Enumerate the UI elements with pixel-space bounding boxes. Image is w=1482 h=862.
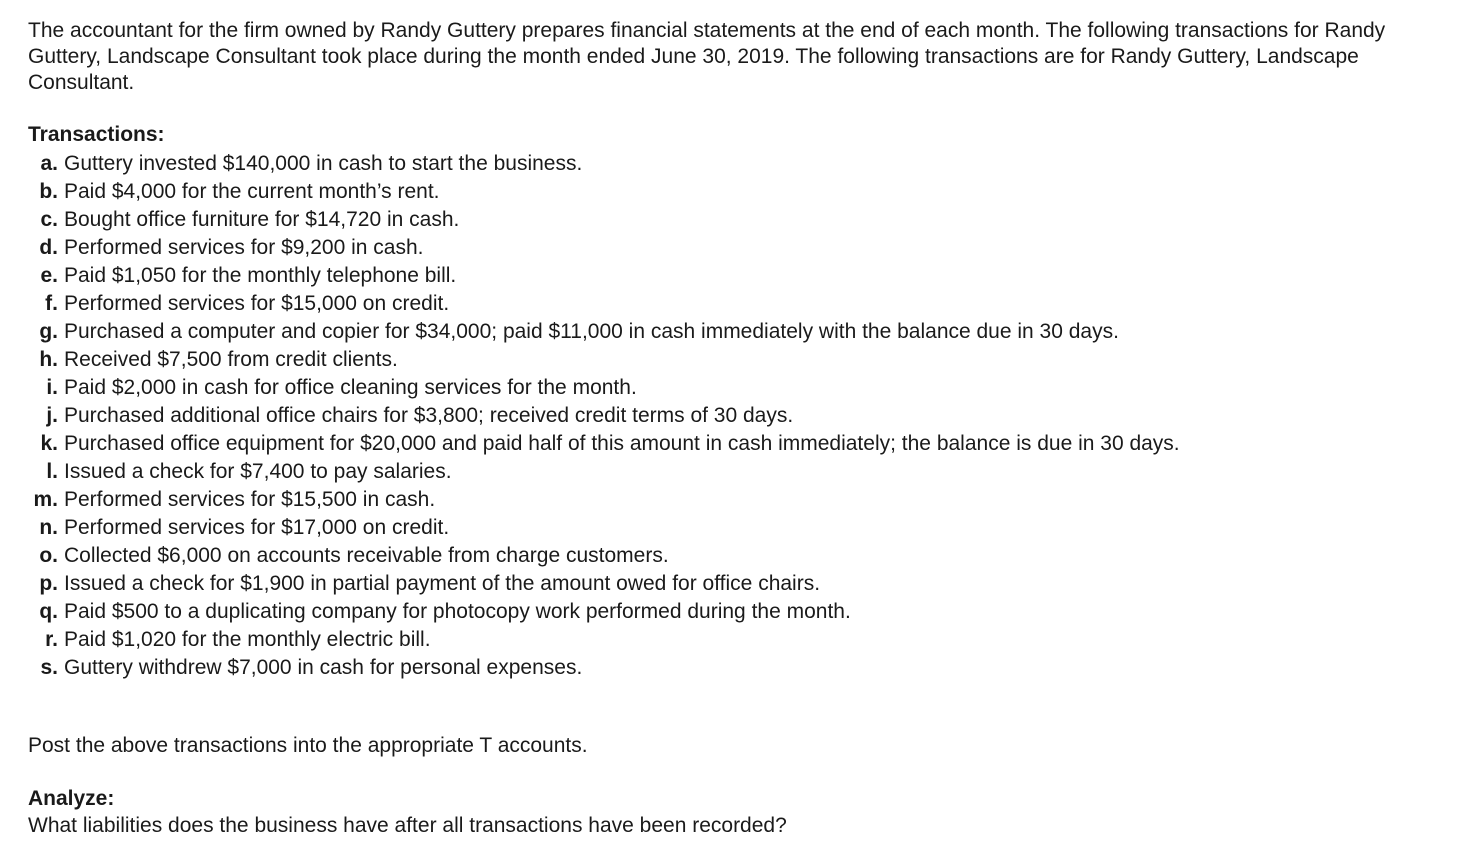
transaction-letter: g. [39, 320, 58, 343]
transaction-letter: o. [39, 544, 58, 567]
transaction-text: Performed services for $15,500 in cash. [64, 488, 436, 511]
transaction-text: Purchased a computer and copier for $34,000; paid $11,000 in cash immediately with the balance due in 30 days. [64, 320, 1119, 343]
transaction-text: Purchased additional office chairs for $3,800; received credit terms of 30 days. [64, 404, 794, 427]
transaction-text: Guttery invested $140,000 in cash to start the business. [64, 152, 583, 175]
transaction-text: Guttery withdrew $7,000 in cash for personal expenses. [64, 656, 583, 679]
list-item [28, 262, 1180, 290]
instruction-text: Post the above transactions into the appropriate T accounts. [28, 734, 588, 757]
transaction-letter: a. [40, 152, 58, 175]
transactions-list [28, 150, 1180, 682]
list-item [28, 206, 1180, 234]
transaction-letter: n. [39, 516, 58, 539]
transaction-text: Received $7,500 from credit clients. [64, 348, 398, 371]
list-item [28, 542, 1180, 570]
transaction-letter: j. [46, 404, 58, 427]
transaction-text: Paid $4,000 for the current month’s rent. [64, 180, 440, 203]
transaction-text: Issued a check for $7,400 to pay salaries. [64, 460, 452, 483]
transaction-letter: h. [39, 348, 58, 371]
analyze-heading: Analyze: [28, 787, 115, 810]
list-item [28, 150, 1180, 178]
transaction-text: Bought office furniture for $14,720 in cash. [64, 208, 460, 231]
transactions-heading: Transactions: [28, 123, 165, 146]
transaction-letter: b. [39, 180, 58, 203]
list-item [28, 346, 1180, 374]
list-item [28, 458, 1180, 486]
transaction-letter: d. [39, 236, 58, 259]
transaction-letter: p. [39, 572, 58, 595]
list-item [28, 514, 1180, 542]
list-item [28, 290, 1180, 318]
analyze-question: What liabilities does the business have after all transactions have been recorded? [28, 814, 787, 837]
transaction-text: Performed services for $9,200 in cash. [64, 236, 424, 259]
list-item [28, 374, 1180, 402]
list-item [28, 598, 1180, 626]
transaction-letter: i. [46, 376, 58, 399]
list-item [28, 318, 1180, 346]
transaction-text: Purchased office equipment for $20,000 and paid half of this amount in cash immediately; the balance is due in 30 days. [64, 432, 1180, 455]
transaction-letter: e. [40, 264, 58, 287]
transaction-letter: c. [40, 208, 58, 231]
transaction-letter: f. [45, 292, 58, 315]
transaction-letter: l. [46, 460, 58, 483]
list-item [28, 486, 1180, 514]
list-item [28, 654, 1180, 682]
intro-paragraph: The accountant for the firm owned by Randy Guttery prepares financial statements at the end of each month. The following transactions for Randy Guttery, Landscape Consultant took place during the month ended June 30, 2019. The following transactions are for Randy Guttery, Landscape Consultant. [28, 19, 1386, 94]
list-item [28, 234, 1180, 262]
transaction-text: Collected $6,000 on accounts receivable from charge customers. [64, 544, 669, 567]
transaction-text: Issued a check for $1,900 in partial payment of the amount owed for office chairs. [64, 572, 821, 595]
transaction-text: Paid $1,050 for the monthly telephone bill. [64, 264, 457, 287]
transaction-letter: m. [33, 488, 58, 511]
list-item [28, 430, 1180, 458]
transaction-text: Paid $500 to a duplicating company for photocopy work performed during the month. [64, 600, 851, 623]
list-item [28, 626, 1180, 654]
transaction-text: Performed services for $15,000 on credit. [64, 292, 450, 315]
transaction-letter: q. [39, 600, 58, 623]
list-item [28, 178, 1180, 206]
list-item [28, 570, 1180, 598]
transaction-letter: k. [40, 432, 58, 455]
transaction-text: Paid $2,000 in cash for office cleaning services for the month. [64, 376, 637, 399]
list-item [28, 402, 1180, 430]
transaction-text: Paid $1,020 for the monthly electric bill. [64, 628, 431, 651]
transaction-text: Performed services for $17,000 on credit. [64, 516, 450, 539]
transaction-letter: r. [45, 628, 58, 651]
transaction-letter: s. [40, 656, 58, 679]
